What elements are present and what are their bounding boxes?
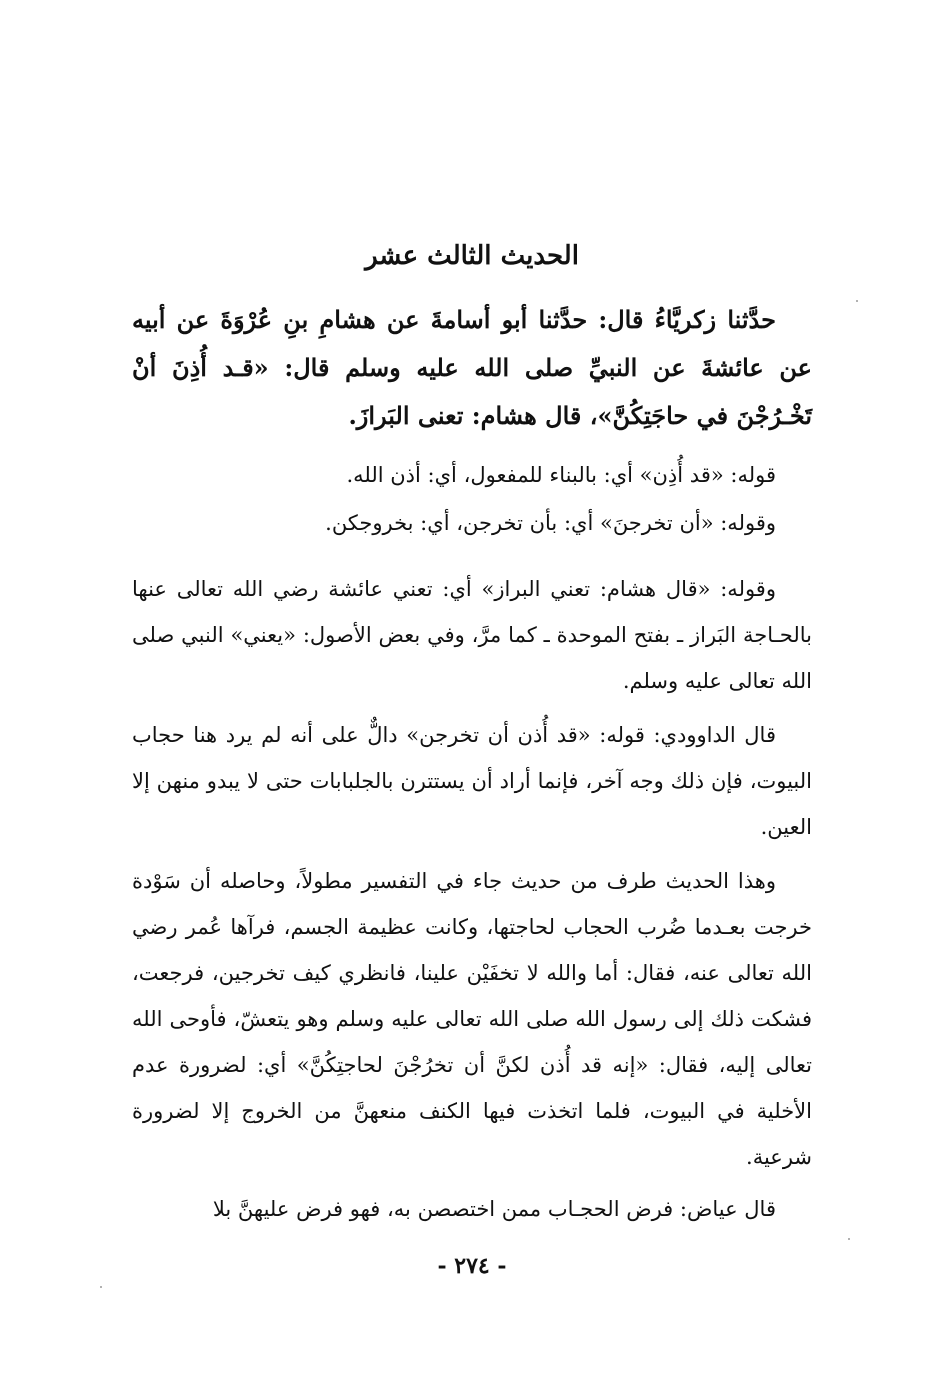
commentary-paragraph: وقوله: «أن تخرجنَ» أي: بأن تخرجن، أي: بخروجكن. bbox=[325, 511, 776, 535]
scan-speck bbox=[100, 1286, 102, 1288]
commentary-paragraph: قال عياض: فرض الحجـاب ممن اختصصن به، فهو فرض عليهنَّ بلا bbox=[212, 1197, 776, 1221]
commentary-paragraph: وقوله: «قال هشام: تعني البراز» أي: تعني عائشة رضي الله تعالى عنها بالحـاجة البَراز ـ بفتح الموحدة ـ كما مرَّ، وفي بعض الأصول: «يعني» النبي صلى الله تعالى عليه وسلم. bbox=[132, 577, 812, 693]
scan-speck bbox=[848, 1238, 850, 1240]
hadith-text: حدَّثنا زكريَّاءُ قال: حدَّثنا أبو أسامةَ عن هشامِ بنِ عُرْوَةَ عن أبيه عن عائشةَ عن النبيِّ صلى الله عليه وسلم قال: «قـد أُذِنَ أنْ تَخْـرُجْنَ في حاجَتِكُنَّ»، قال هشام: تعنى البَرازَ. bbox=[132, 305, 812, 430]
book-page bbox=[132, 0, 812, 1373]
commentary-paragraph: قال الداوودي: قوله: «قد أُذن أن تخرجن» دالٌّ على أنه لم يرد هنا حجاب البيوت، فإن ذلك وجه آخر، فإنما أراد أن يستترن بالجلبابات حتى لا يبدو منهن إلا العين. bbox=[132, 723, 812, 839]
chapter-heading: الحديث الثالث عشر bbox=[365, 241, 579, 271]
scan-speck bbox=[856, 300, 858, 302]
commentary-paragraph: قوله: «قد أُذِن» أي: بالبناء للمفعول، أي: أذن الله. bbox=[346, 463, 776, 487]
page-number: - ٢٧٤ - bbox=[437, 1253, 507, 1279]
commentary-paragraph: وهذا الحديث طرف من حديث جاء في التفسير مطولاً، وحاصله أن سَوْدة خرجت بعـدما ضُرب الحجاب لحاجتها، وكانت عظيمة الجسم، فرآها عُمر رضي الله تعالى عنه، فقال: أما والله لا تخفَيْن علينا، فانظري كيف تخرجين، فرجعت، فشكت ذلك إلى رسول الله صلى الله تعالى عليه وسلم وهو يتعشّ، فأوحى الله تعالى إليه، فقال: «إنه قد أُذن لكنَّ أن تخرُجْنَ لحاجتِكُنَّ» أي: لضرورة عدم الأخلية في البيوت، فلما اتخذت فيها الكنف منعهنَّ من الخروج إلا لضرورة شرعية. bbox=[132, 869, 812, 1169]
